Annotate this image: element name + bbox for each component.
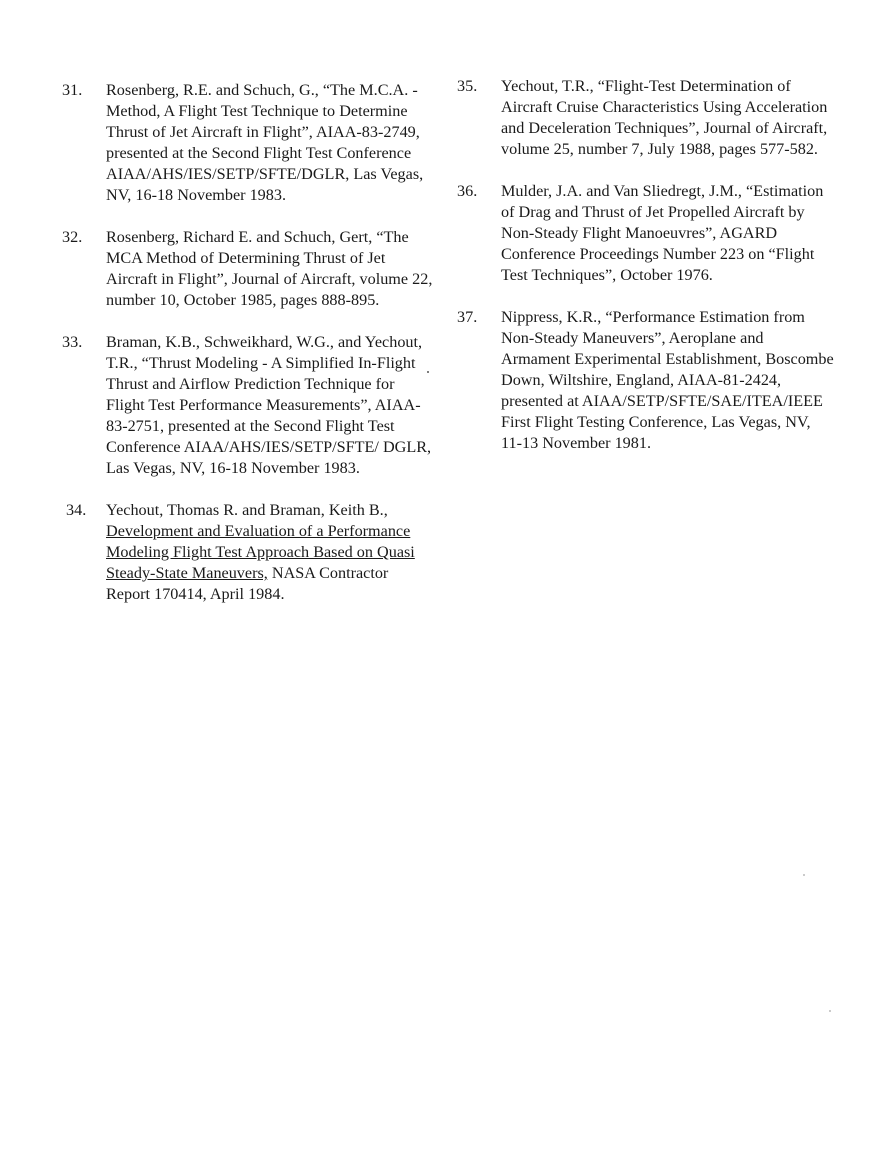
reference-36 xyxy=(455,181,835,286)
reference-number: 33. xyxy=(62,333,83,351)
reference-text: Mulder, J.A. and Van Sliedregt, J.M., “Estimation of Drag and Thrust of Jet Propelled Aircraft by Non-Steady Flight Manoeuvres”, AGARD Conference Proceedings Number 223 on “Flight Test Techniques”, October 1976. xyxy=(501,182,824,284)
scan-speck xyxy=(829,1010,831,1012)
reference-37 xyxy=(455,307,835,454)
reference-number: 32. xyxy=(62,228,83,246)
reference-text: Rosenberg, R.E. and Schuch, G., “The M.C.A. - Method, A Flight Test Technique to Determine Thrust of Jet Aircraft in Flight”, AIAA-83-2749, presented at the Second Flight Test Conference AIAA/AHS/IES/SETP/SFTE/DGLR, Las Vegas, NV, 16-18 November 1983. xyxy=(106,81,424,204)
scan-speck xyxy=(427,371,429,373)
reference-text: Braman, K.B., Schweikhard, W.G., and Yechout, T.R., “Thrust Modeling - A Simplified In-Flight Thrust and Airflow Prediction Technique for Flight Test Performance Measurements”, AIAA-83-2751, presented at the Second Flight Test Conference AIAA/AHS/IES/SETP/SFTE/ DGLR, Las Vegas, NV, 16-18 November 1983. xyxy=(106,333,432,477)
scan-speck xyxy=(803,874,805,876)
reference-34 xyxy=(60,500,435,605)
reference-number: 35. xyxy=(457,77,478,95)
references-right-column xyxy=(455,76,835,454)
reference-32 xyxy=(60,227,435,311)
reference-33 xyxy=(60,332,435,479)
reference-text xyxy=(106,500,435,605)
reference-text: Yechout, T.R., “Flight-Test Determination of Aircraft Cruise Characteristics Using Acceleration and Deceleration Techniques”, Journal of Aircraft, volume 25, number 7, July 1988, pages 577-582. xyxy=(501,77,828,158)
reference-text: Nippress, K.R., “Performance Estimation from Non-Steady Maneuvers”, Aeroplane and Armament Experimental Establishment, Boscombe Down, Wiltshire, England, AIAA-81-2424, presented at AIAA/SETP/SFTE/SAE/ITEA/IEEE First Flight Testing Conference, Las Vegas, NV, 11-13 November 1981. xyxy=(501,308,834,452)
reference-underlined-title: Development and Evaluation of a Performance Modeling Flight Test Approach Based on Quasi Steady-State Maneuvers, xyxy=(106,522,415,582)
reference-31 xyxy=(60,80,435,206)
reference-number: 34. xyxy=(66,501,87,519)
reference-publication: NASA Contractor Report 170414, April 1984. xyxy=(106,564,389,603)
reference-35 xyxy=(455,76,835,160)
reference-number: 37. xyxy=(457,308,478,326)
references-left-column xyxy=(60,76,435,605)
reference-authors: Yechout, Thomas R. and Braman, Keith B., xyxy=(106,501,388,519)
reference-text: Rosenberg, Richard E. and Schuch, Gert, “The MCA Method of Determining Thrust of Jet Aircraft in Flight”, Journal of Aircraft, volume 22, number 10, October 1985, pages 888-895. xyxy=(106,228,433,309)
reference-number: 36. xyxy=(457,182,478,200)
reference-number: 31. xyxy=(62,81,83,99)
